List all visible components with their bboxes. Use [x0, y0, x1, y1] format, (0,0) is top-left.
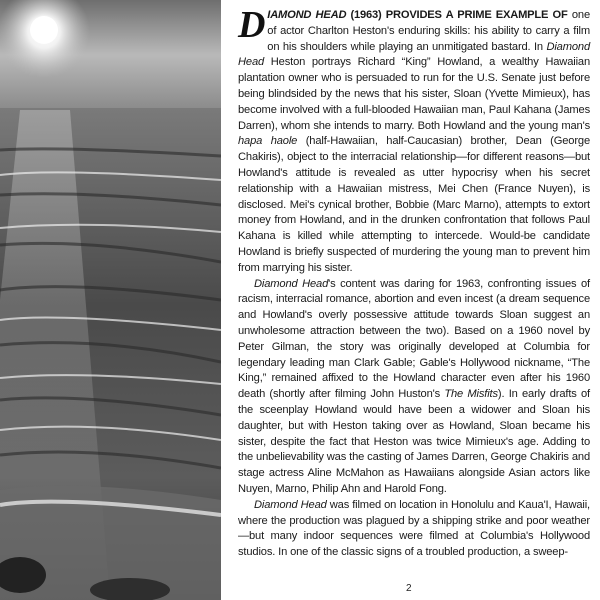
p2-text-b: 's content was daring for 1963, confronting issues of racism, interracial romance, abortion and even incest (a dream sequence and Howland's overly possessive attitude towards Sloan suggest an unwholesome attraction between the two). Based on a 1960 novel by Peter Gilman, the story was originally developed at Columbia for legendary leading man Clark Gable; Gable's Hollywood nickname, “The King,” remained affixed to the Howland character even after his 1960 death (shortly after filming John Huston's — [238, 277, 590, 401]
p2-text-d: ). In early drafts of the sceenplay Howland would have been a widower and Sloan his daughter, but with Heston taking over as Howland, Sloan became his sister, despite the fact that Heston was twice Mimieux's age. Adding to the unbelievability was the casting of James Darren, George Chakiris and stage actress Aline McMahon as Hawaiians alongside Asian actors like Nuyen, Marno, Philip Ahn and Harold Fong. — [238, 388, 590, 495]
article-paragraph-2 — [238, 277, 590, 498]
page-number: 2 — [406, 583, 412, 594]
p2-film-title: The Misfits — [444, 388, 498, 401]
article-paragraph-3 — [238, 498, 590, 561]
ocean-photo — [0, 0, 221, 600]
p1-term: hapa haole — [238, 135, 298, 148]
p1-text-c: Heston portrays Richard “King” Howland, a wealthy Hawaiian plantation owner who is persuaded to run for the U.S. Senate just before being blindsided by the news that his sister, Sloan (Yvette Mimieux), has become involved with a full-blooded Hawaiian man, Paul Kahana (James Darren), whom she intends to marry. Both Howland and the young man's — [238, 56, 590, 132]
p3-text-b: was filmed on location in Honolulu and Kaua'I, Hawaii, where the production was plagued by a shipping strike and poor weather—but many indoor sequences were filmed at Columbia's Hollywood studios. In one of the classic signs of a troubled production, a sweep- — [238, 498, 591, 559]
headline-title: IAMOND HEAD — [267, 9, 347, 21]
headline — [267, 9, 567, 21]
article-paragraph-1 — [238, 4, 590, 277]
headline-rest: (1963) PROVIDES A PRIME EXAMPLE OF — [346, 9, 568, 21]
p1-title: Diamond Head — [238, 40, 590, 69]
dropcap: D — [238, 4, 266, 46]
p2-title: Diamond Head — [254, 277, 329, 290]
p1-text-a: one of actor Charlton Heston's enduring skills: his ability to carry a film on his shoulders while playing an unmitigated bastard. In — [267, 9, 590, 53]
article-text — [238, 4, 591, 561]
ocean-photo-art — [0, 0, 221, 600]
p3-title: Diamond Head — [254, 498, 327, 511]
p1-text-e: (half-Hawaiian, half-Caucasian) brother, Dean (George Chakiris), object to the interracial relationship—for different reasons—but Howland's attitude is revealed as utter hypocrisy when his secret relationship with a Hawaiian mistress, Mei Chen (France Nuyen), is disclosed. Mei's cynical brother, Bobbie (Marc Marno), attempts to extort money from Howland, and in the drunken confrontation that follows Paul Kahana is killed while attempting to intercede. Would-be candidate Howland is briefly suspected of murdering the young man to prevent him from marrying his sister. — [238, 135, 590, 274]
